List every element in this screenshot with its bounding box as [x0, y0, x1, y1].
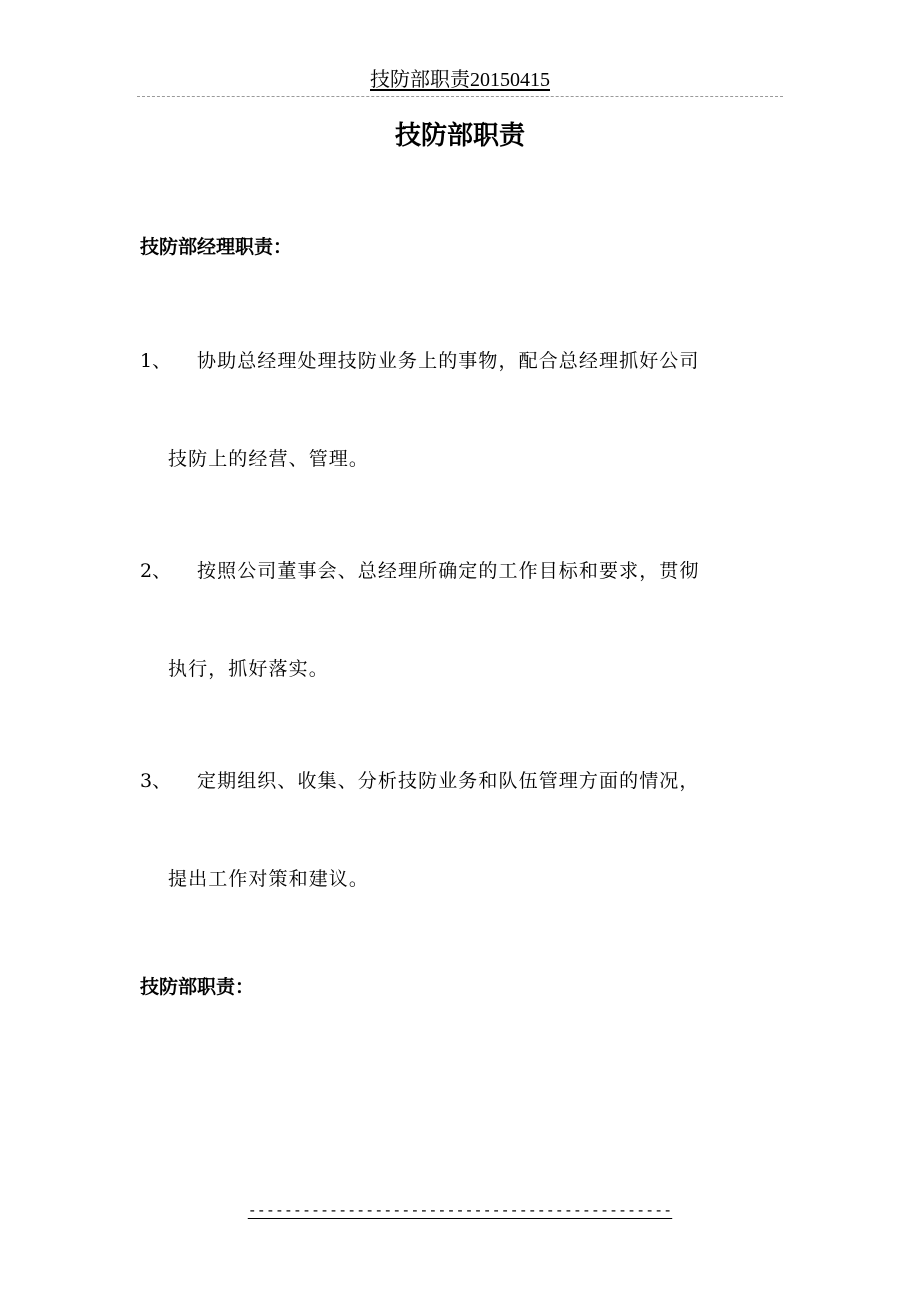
list-item-number: 2、 [140, 560, 172, 582]
document-title: 技防部职责 [394, 121, 525, 151]
list-item-text-line-1: 定期组织、收集、分析技防业务和队伍管理方面的情况， [197, 770, 700, 792]
list-item-text-line-2: 执行，抓好落实。 [168, 658, 329, 680]
list-item-text-line-2: 技防上的经营、管理。 [168, 448, 370, 470]
list-item-text-line-1: 按照公司董事会、总经理所确定的工作目标和要求，贯彻 [197, 560, 700, 582]
department-duties-heading: 技防部职责： [140, 976, 255, 998]
running-header-title: 技防部职责20150415 [370, 69, 550, 91]
list-item-number: 1、 [140, 350, 172, 372]
list-item-text-line-1: 协助总经理处理技防业务上的事物，配合总经理抓好公司 [197, 350, 700, 372]
footer-divider: ----------------------------------------------- [247, 1201, 673, 1219]
manager-duties-heading: 技防部经理职责： [140, 236, 293, 258]
running-header [137, 64, 783, 97]
list-item-text-line-2: 提出工作对策和建议。 [168, 868, 370, 890]
list-item-number: 3、 [140, 770, 172, 792]
